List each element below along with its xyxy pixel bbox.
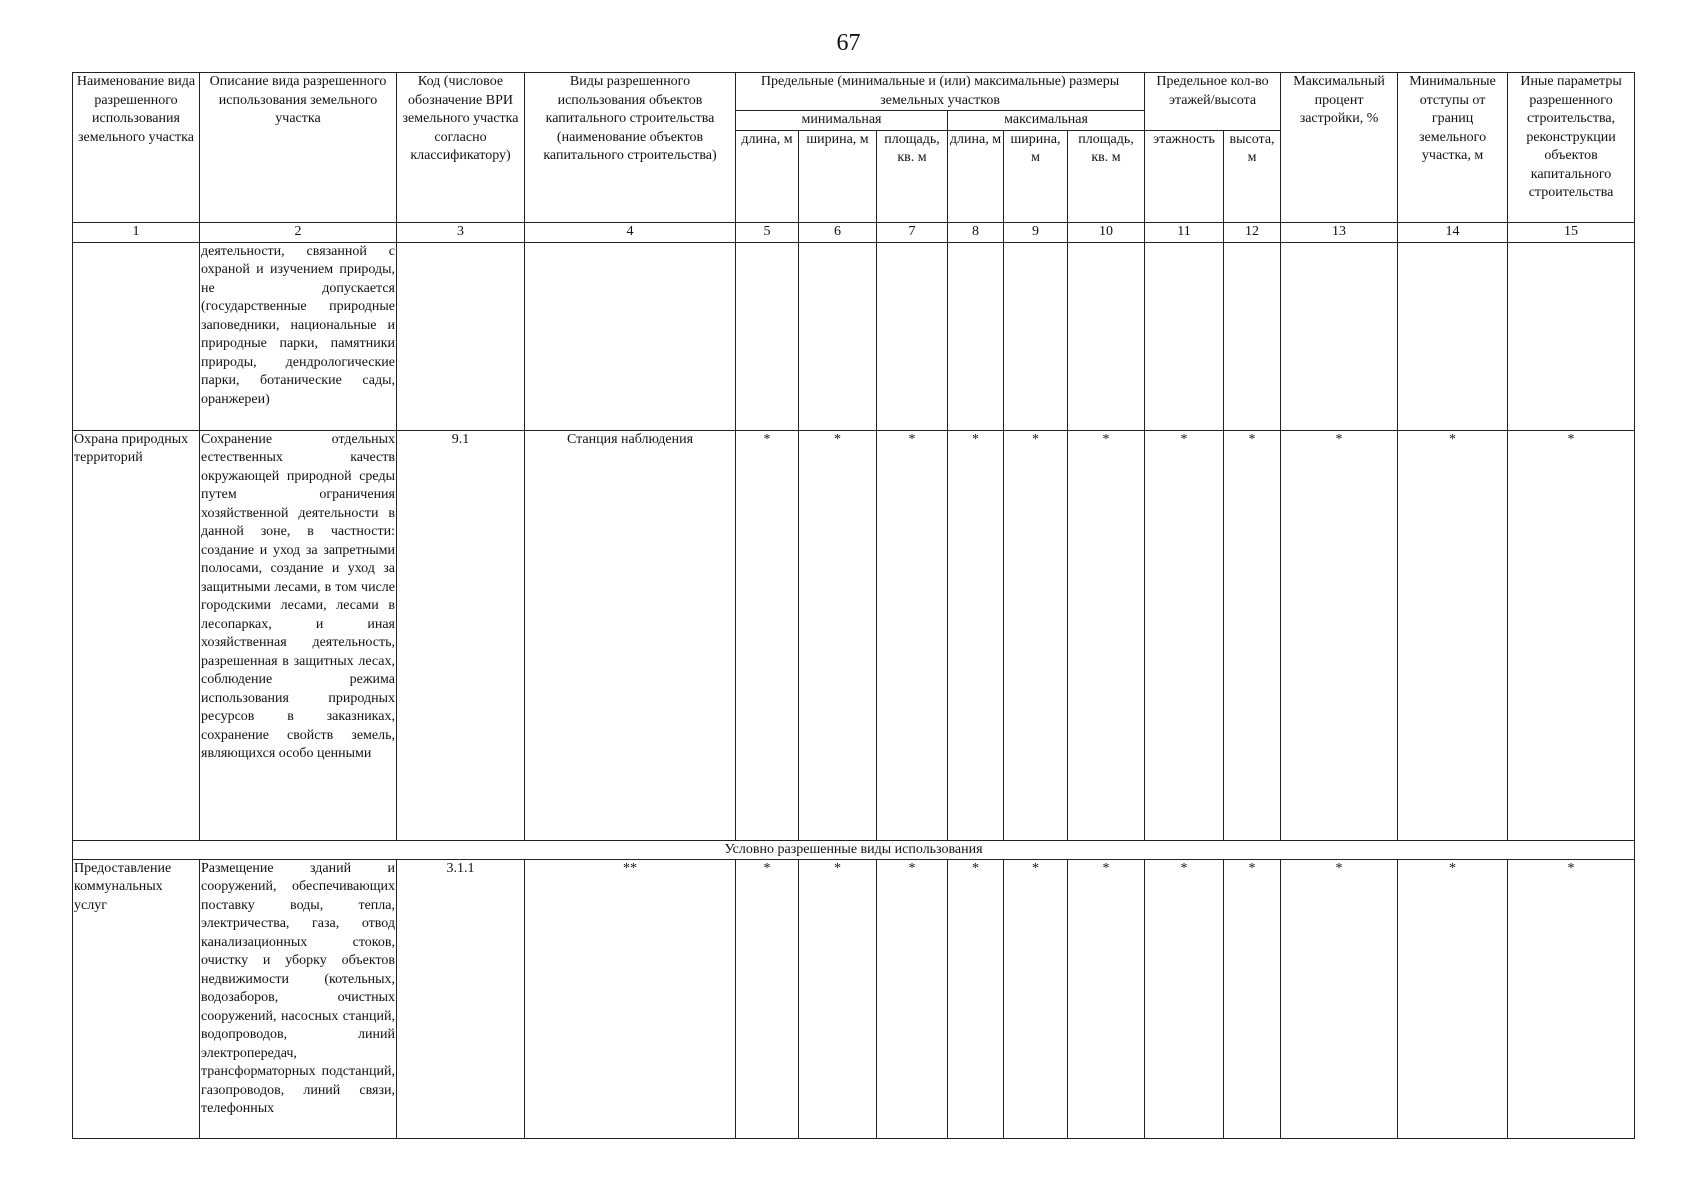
section-row (73, 840, 1635, 859)
row-value: * (1398, 430, 1508, 840)
row-value (736, 242, 799, 430)
row-value: * (736, 430, 799, 840)
row-capital-construction (525, 242, 736, 430)
row-value: * (877, 430, 948, 840)
header-max-coverage: Максимальный процент застройки, % (1281, 73, 1398, 223)
row-code: 9.1 (397, 430, 525, 840)
table-row (73, 242, 1635, 430)
row-value (1145, 242, 1224, 430)
row-name (73, 242, 200, 430)
column-number: 1 (73, 222, 200, 242)
table-row (73, 430, 1635, 840)
section-title: Условно разрешенные виды использования (73, 840, 1635, 859)
row-value: * (1004, 859, 1068, 1138)
row-capital-construction: ** (525, 859, 736, 1138)
row-value: * (1004, 430, 1068, 840)
row-description: деятельности, связанной с охраной и изучением природы, не допускается (государственные природные заповедники, национальные и природные парки, памятники природы, дендрологические парки, ботанические сады, оранжереи) (200, 242, 397, 430)
column-numbers-row (73, 222, 1635, 242)
row-value (799, 242, 877, 430)
column-number: 8 (948, 222, 1004, 242)
row-value (948, 242, 1004, 430)
column-number: 14 (1398, 222, 1508, 242)
row-value: * (1281, 430, 1398, 840)
row-value: * (799, 859, 877, 1138)
header-capital-construction: Виды разрешенного использования объектов капитального строительства (наименование объектов капитального строительства) (525, 73, 736, 223)
header-min-setbacks: Минимальные отступы от границ земельного участка, м (1398, 73, 1508, 223)
header-name: Наименование вида разрешенного использования земельного участка (73, 73, 200, 223)
column-number: 7 (877, 222, 948, 242)
row-value: * (948, 859, 1004, 1138)
column-number: 15 (1508, 222, 1635, 242)
row-value: * (877, 859, 948, 1138)
row-value (1004, 242, 1068, 430)
column-number: 13 (1281, 222, 1398, 242)
row-name: Охрана природных территорий (73, 430, 200, 840)
row-value: * (1398, 859, 1508, 1138)
row-value: * (1145, 430, 1224, 840)
column-number: 2 (200, 222, 397, 242)
row-value: * (1281, 859, 1398, 1138)
column-number: 4 (525, 222, 736, 242)
row-value: * (1068, 859, 1145, 1138)
row-value: * (1508, 430, 1635, 840)
row-value (1398, 242, 1508, 430)
row-value: * (1224, 859, 1281, 1138)
column-number: 9 (1004, 222, 1068, 242)
header-maximum: максимальная (948, 111, 1145, 131)
header-min-area: площадь, кв. м (877, 130, 948, 222)
row-code: 3.1.1 (397, 859, 525, 1138)
row-value: * (799, 430, 877, 840)
header-min-length: длина, м (736, 130, 799, 222)
column-number: 11 (1145, 222, 1224, 242)
zoning-regulations-table (72, 72, 1635, 1139)
header-floors-height: Предельное кол-во этажей/высота (1145, 73, 1281, 131)
header-other-params: Иные параметры разрешенного строительства, реконструкции объектов капитального строительства (1508, 73, 1635, 223)
column-number: 5 (736, 222, 799, 242)
row-name: Предоставление коммунальных услуг (73, 859, 200, 1138)
column-number: 3 (397, 222, 525, 242)
header-min-width: ширина, м (799, 130, 877, 222)
row-value (1281, 242, 1398, 430)
page-number: 67 (836, 30, 861, 56)
row-description: Размещение зданий и сооружений, обеспечивающих поставку воды, тепла, электричества, газа, отвод канализационных стоков, очистку и уборку объектов недвижимости (котельных, водозаборов, очистных сооружений, насосных станций, водопроводов, линий электропередач, трансформаторных подстанций, газопроводов, линий связи, телефонных (200, 859, 397, 1138)
row-value: * (1145, 859, 1224, 1138)
header-max-width: ширина, м (1004, 130, 1068, 222)
row-value: * (1068, 430, 1145, 840)
header-floors: этажность (1145, 130, 1224, 222)
row-code (397, 242, 525, 430)
row-value (877, 242, 948, 430)
header-max-length: длина, м (948, 130, 1004, 222)
row-value (1224, 242, 1281, 430)
row-value: * (948, 430, 1004, 840)
header-minimum: минимальная (736, 111, 948, 131)
row-description: Сохранение отдельных естественных качеств окружающей природной среды путем ограничения хозяйственной деятельности в данной зоне, в частности: создание и уход за запретными полосами, создание и уход за защитными лесами, в том числе городскими лесами, лесами в лесопарках, и иная хозяйственная деятельность, разрешенная в защитных лесах, соблюдение режима использования природных ресурсов в заказниках, сохранение свойств земель, являющихся особо ценными (200, 430, 397, 840)
row-value: * (1508, 859, 1635, 1138)
header-max-area: площадь, кв. м (1068, 130, 1145, 222)
row-value (1068, 242, 1145, 430)
column-number: 12 (1224, 222, 1281, 242)
header-description: Описание вида разрешенного использования земельного участка (200, 73, 397, 223)
row-value: * (736, 859, 799, 1138)
row-value (1508, 242, 1635, 430)
column-number: 10 (1068, 222, 1145, 242)
header-height: высота, м (1224, 130, 1281, 222)
row-value: * (1224, 430, 1281, 840)
header-row-1 (73, 73, 1635, 111)
column-number: 6 (799, 222, 877, 242)
table-row (73, 859, 1635, 1138)
row-capital-construction: Станция наблюдения (525, 430, 736, 840)
header-code: Код (числовое обозначение ВРИ земельного участка согласно классификатору) (397, 73, 525, 223)
header-plot-sizes: Предельные (минимальные и (или) максимальные) размеры земельных участков (736, 73, 1145, 111)
